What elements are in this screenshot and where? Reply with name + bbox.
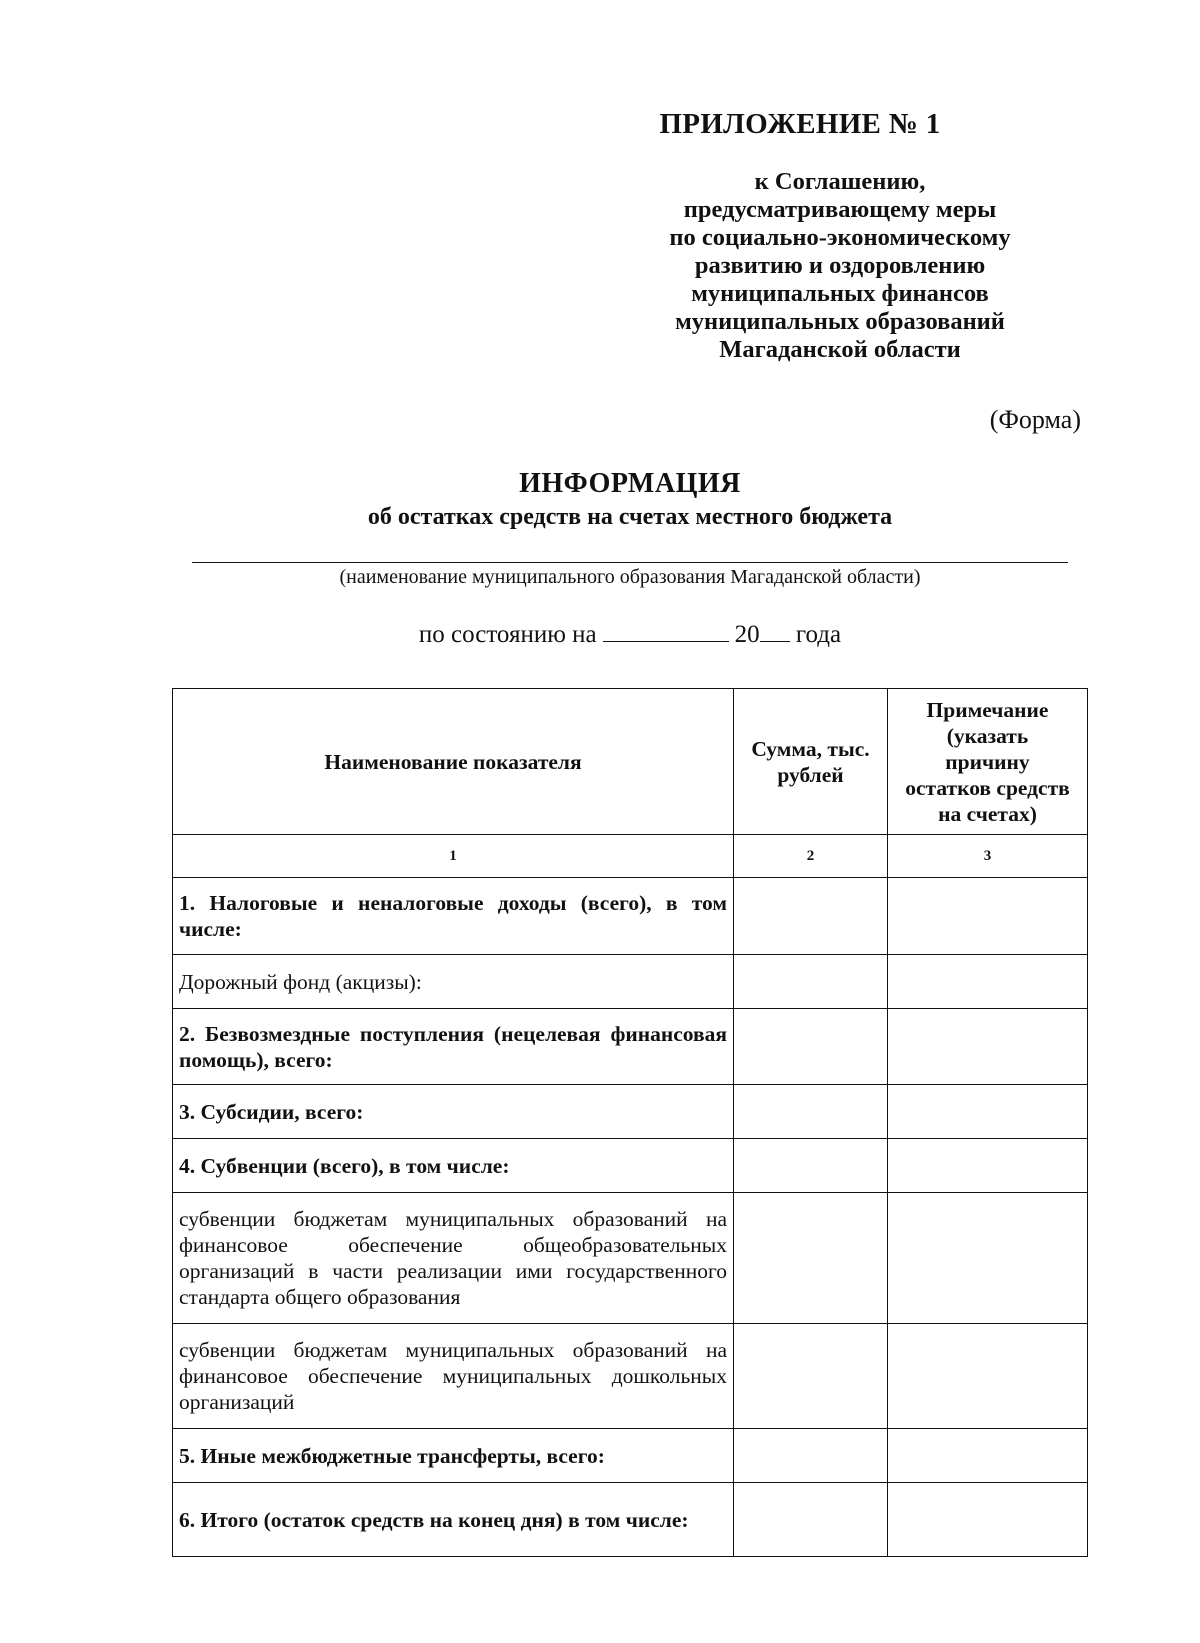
table-header-row bbox=[173, 689, 1088, 835]
table-row bbox=[173, 1009, 1088, 1085]
table-row bbox=[173, 1193, 1088, 1324]
table-row bbox=[173, 955, 1088, 1009]
date-prefix: по состоянию на bbox=[418, 621, 597, 648]
appendix-subtitle-line: развитию и оздоровлению bbox=[694, 252, 986, 279]
row-label: 6. Итого (остаток средств на конец дня) в том числе: bbox=[173, 1483, 734, 1557]
appendix-subtitle-line: Магаданской области bbox=[719, 336, 961, 363]
amount-cell[interactable] bbox=[734, 1483, 888, 1557]
header-note-line: (указать bbox=[946, 723, 1029, 748]
header-note bbox=[888, 689, 1088, 835]
table-row bbox=[173, 1139, 1088, 1193]
date-suffix: года bbox=[795, 621, 842, 648]
amount-cell[interactable] bbox=[734, 1429, 888, 1483]
header-amount: Сумма, тыс. рублей bbox=[734, 689, 888, 835]
appendix-subtitle-line: муниципальных образований bbox=[675, 308, 1005, 335]
appendix-title: ПРИЛОЖЕНИЕ № 1 bbox=[659, 108, 941, 140]
note-cell[interactable] bbox=[888, 1139, 1088, 1193]
header-note-line: на счетах) bbox=[938, 801, 1037, 826]
document-subtitle: об остатках средств на счетах местного бюджета bbox=[367, 504, 893, 530]
row-label: 2. Безвозмездные поступления (нецелевая финансовая помощь), всего: bbox=[173, 1009, 734, 1085]
column-number: 3 bbox=[888, 835, 1088, 878]
header-note-line: Примечание bbox=[926, 697, 1049, 722]
amount-cell[interactable] bbox=[734, 1009, 888, 1085]
header-note-line: причину bbox=[945, 749, 1030, 774]
year-field[interactable] bbox=[760, 621, 790, 642]
table-row bbox=[173, 1429, 1088, 1483]
table-row bbox=[173, 1483, 1088, 1557]
balances-table bbox=[172, 688, 1088, 1557]
row-label: 4. Субвенции (всего), в том числе: bbox=[173, 1139, 734, 1193]
amount-cell[interactable] bbox=[734, 1193, 888, 1324]
column-number: 1 bbox=[173, 835, 734, 878]
table-row bbox=[173, 1324, 1088, 1429]
amount-cell[interactable] bbox=[734, 955, 888, 1009]
document-title: ИНФОРМАЦИЯ bbox=[519, 468, 741, 499]
row-label: Дорожный фонд (акцизы): bbox=[173, 955, 734, 1009]
table-row bbox=[173, 878, 1088, 955]
column-number-row bbox=[173, 835, 1088, 878]
header-indicator-name: Наименование показателя bbox=[173, 689, 734, 835]
amount-cell[interactable] bbox=[734, 1085, 888, 1139]
date-year-prefix: 20 bbox=[734, 621, 760, 648]
note-cell[interactable] bbox=[888, 955, 1088, 1009]
date-line bbox=[0, 621, 1200, 649]
appendix-subtitle-line: по социально-экономическому bbox=[669, 224, 1011, 251]
row-label: 1. Налоговые и неналоговые доходы (всего), в том числе: bbox=[173, 878, 734, 955]
appendix-subtitle-line: муниципальных финансов bbox=[691, 280, 989, 307]
amount-cell[interactable] bbox=[734, 1139, 888, 1193]
row-label: субвенции бюджетам муниципальных образований на финансовое обеспечение муниципальных дошкольных организаций bbox=[173, 1324, 734, 1429]
date-field[interactable] bbox=[603, 621, 729, 642]
appendix-subtitle-line: предусматривающему меры bbox=[683, 196, 997, 223]
form-label: (Форма) bbox=[989, 405, 1081, 434]
table-row bbox=[173, 1085, 1088, 1139]
note-cell[interactable] bbox=[888, 878, 1088, 955]
row-label: 3. Субсидии, всего: bbox=[173, 1085, 734, 1139]
municipality-name-caption: (наименование муниципального образования Магаданской области) bbox=[339, 566, 921, 588]
column-number: 2 bbox=[734, 835, 888, 878]
note-cell[interactable] bbox=[888, 1193, 1088, 1324]
note-cell[interactable] bbox=[888, 1483, 1088, 1557]
row-label: 5. Иные межбюджетные трансферты, всего: bbox=[173, 1429, 734, 1483]
header-note-line: остатков средств bbox=[905, 775, 1070, 800]
note-cell[interactable] bbox=[888, 1429, 1088, 1483]
appendix-subtitle-line: к Соглашению, bbox=[754, 168, 926, 195]
note-cell[interactable] bbox=[888, 1085, 1088, 1139]
note-cell[interactable] bbox=[888, 1324, 1088, 1429]
row-label: субвенции бюджетам муниципальных образований на финансовое обеспечение общеобразовательных организаций в части реализации ими государственного стандарта общего образования bbox=[173, 1193, 734, 1324]
municipality-name-field[interactable] bbox=[192, 562, 1068, 563]
amount-cell[interactable] bbox=[734, 878, 888, 955]
note-cell[interactable] bbox=[888, 1009, 1088, 1085]
appendix-subtitle bbox=[600, 168, 1080, 364]
amount-cell[interactable] bbox=[734, 1324, 888, 1429]
